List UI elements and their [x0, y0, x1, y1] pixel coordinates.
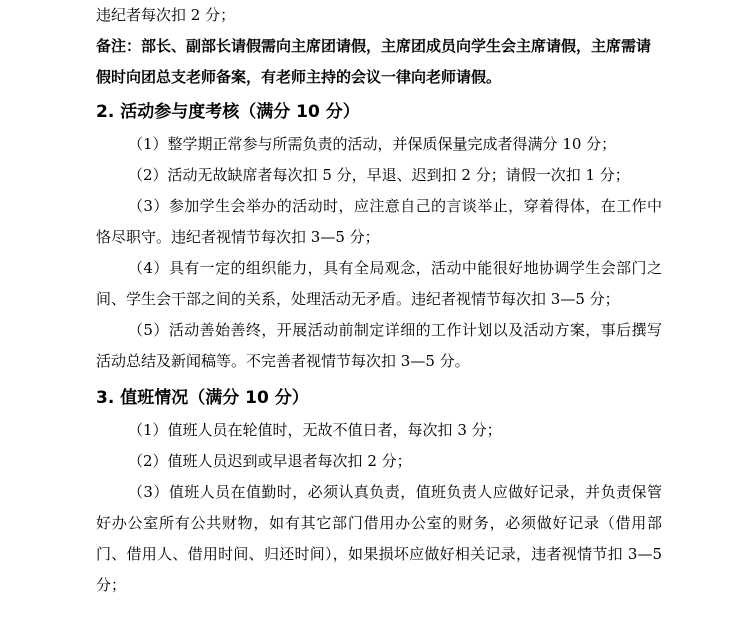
document-page	[96, 0, 662, 601]
paragraph-penalty-line: 违纪者每次扣 2 分；	[96, 6, 236, 24]
section-heading-duty: 3. 值班情况（满分 10 分）	[96, 388, 309, 408]
activity-item-2: （2）活动无故缺席者每次扣 5 分，早退、迟到扣 2 分；请假一次扣 1 分；	[128, 166, 630, 184]
note-paragraph: 备注：部长、副部长请假需向主席团请假，主席团成员向学生会主席请假，主席需请假时向团总支老师备案，有老师主持的会议一律向老师请假。	[96, 37, 652, 86]
duty-item-3: （3）值班人员在值勤时，必须认真负责，值班负责人应做好记录，并负责保管好办公室所有公共财物，如有其它部门借用办公室的财务，必须做好记录（借用部门、借用人、借用时间、归还时间），如果损坏应做好相关记录，违者视情节扣 3—5 分；	[96, 483, 662, 594]
activity-item-4: （4）具有一定的组织能力，具有全局观念，活动中能很好地协调学生会部门之间、学生会干部之间的关系，处理活动无矛盾。违纪者视情节每次扣 3—5 分；	[96, 259, 662, 308]
section-heading-activity: 2. 活动参与度考核（满分 10 分）	[96, 102, 360, 122]
activity-item-3: （3）参加学生会举办的活动时，应注意自己的言谈举止，穿着得体，在工作中恪尽职守。违纪者视情节每次扣 3—5 分；	[96, 197, 662, 246]
duty-item-2: （2）值班人员迟到或早退者每次扣 2 分；	[128, 452, 412, 470]
activity-item-5: （5）活动善始善终，开展活动前制定详细的工作计划以及活动方案，事后撰写活动总结及新闻稿等。不完善者视情节每次扣 3—5 分。	[96, 321, 662, 370]
activity-item-1: （1）整学期正常参与所需负责的活动，并保质保量完成者得满分 10 分；	[128, 135, 617, 153]
duty-item-1: （1）值班人员在轮值时，无故不值日者，每次扣 3 分；	[128, 421, 502, 439]
